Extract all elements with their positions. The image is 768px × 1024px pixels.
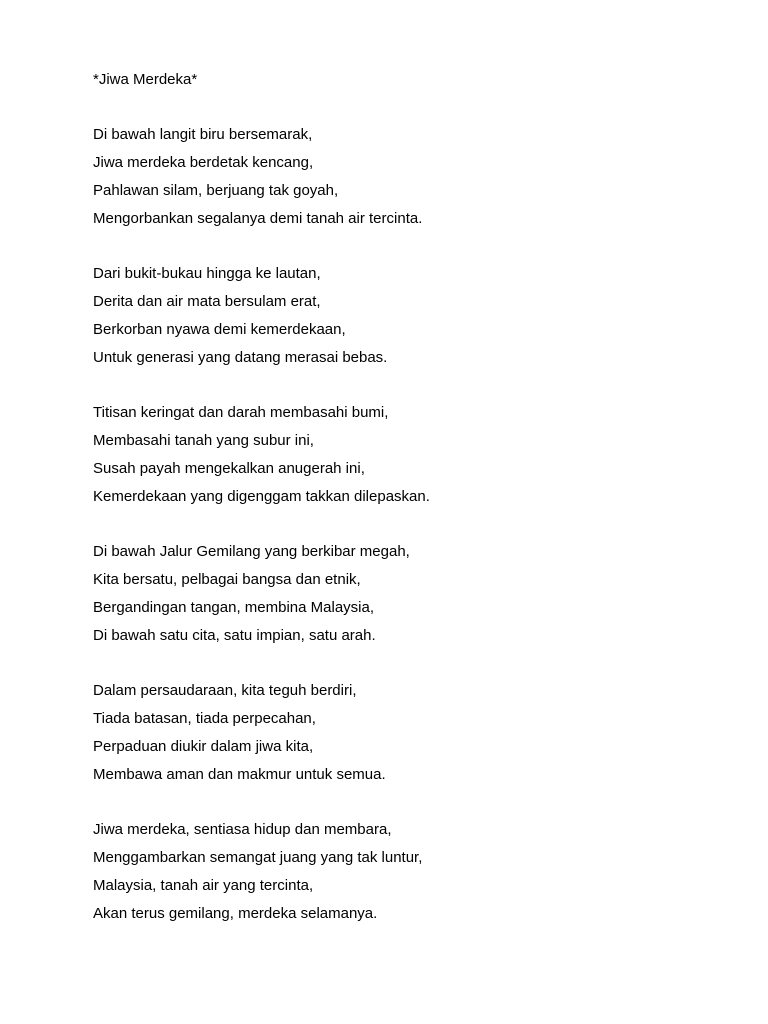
poem-line: Tiada batasan, tiada perpecahan, (93, 710, 316, 727)
poem-line: Bergandingan tangan, membina Malaysia, (93, 599, 375, 616)
poem-line: Mengorbankan segalanya demi tanah air tercinta. (93, 210, 423, 227)
poem-line: Susah payah mengekalkan anugerah ini, (93, 460, 365, 477)
stanza (93, 260, 693, 372)
poem-line: Titisan keringat dan darah membasahi bumi, (93, 404, 389, 421)
stanza (93, 677, 693, 789)
poem-line: Di bawah langit biru bersemarak, (93, 126, 313, 143)
poem-line: Untuk generasi yang datang merasai bebas. (93, 349, 388, 366)
stanza (93, 816, 693, 928)
poem-line: Akan terus gemilang, merdeka selamanya. (93, 905, 378, 922)
poem-line: Dalam persaudaraan, kita teguh berdiri, (93, 682, 357, 699)
poem-line: Pahlawan silam, berjuang tak goyah, (93, 182, 339, 199)
poem-line: Dari bukit-bukau hingga ke lautan, (93, 265, 321, 282)
poem-line: Di bawah Jalur Gemilang yang berkibar megah, (93, 543, 410, 560)
stanza (93, 121, 693, 233)
poem-line: Berkorban nyawa demi kemerdekaan, (93, 321, 346, 338)
poem-body (93, 66, 693, 928)
poem-line: Kemerdekaan yang digenggam takkan dilepaskan. (93, 488, 430, 505)
stanza (93, 538, 693, 650)
poem-line: Di bawah satu cita, satu impian, satu arah. (93, 627, 376, 644)
poem-line: Membasahi tanah yang subur ini, (93, 432, 314, 449)
poem-line: Jiwa merdeka berdetak kencang, (93, 154, 314, 171)
stanza (93, 399, 693, 511)
poem-line: Perpaduan diukir dalam jiwa kita, (93, 738, 314, 755)
poem-line: Jiwa merdeka, sentiasa hidup dan membara, (93, 821, 392, 838)
poem-line: Derita dan air mata bersulam erat, (93, 293, 321, 310)
poem-title: *Jiwa Merdeka* (93, 71, 198, 88)
poem-line: Kita bersatu, pelbagai bangsa dan etnik, (93, 571, 361, 588)
poem-line: Menggambarkan semangat juang yang tak luntur, (93, 849, 423, 866)
poem-line: Membawa aman dan makmur untuk semua. (93, 766, 386, 783)
poem-line: Malaysia, tanah air yang tercinta, (93, 877, 314, 894)
stanza-list (93, 121, 693, 928)
